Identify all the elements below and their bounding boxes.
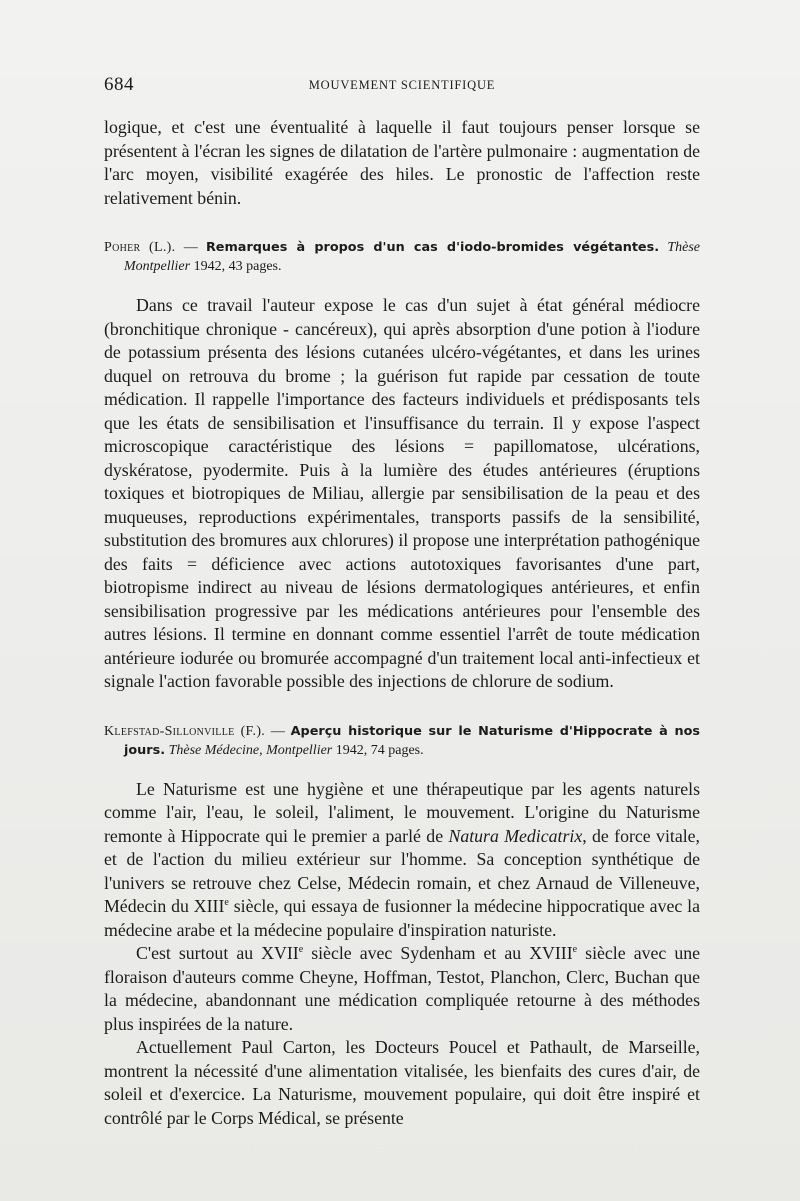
abstract-paragraph	[104, 942, 700, 1036]
text-run: siècle, qui essaya de fusionner la médecine hippocratique avec la médecine arabe et la médecine populaire d'inspiration naturiste.	[104, 896, 700, 940]
bibliographic-entry	[104, 238, 700, 276]
abstract-paragraph: Dans ce travail l'auteur expose le cas d'un sujet à état général médiocre (bronchitique chronique - cancéreux), qui après absorption d'une potion à l'iodure de potassium présenta des lésions cutanées ulcéro-végétantes, et dans les urines duquel on retrouva du brome ; la guérison fut rapide par cessation de toute médication. Il rappelle l'importance des facteurs individuels et prédisposants tels que les états de sensibilisation et l'insuffisance du terrain. Il y expose l'aspect microscopique caractéristique des lésions = papillomatose, ulcérations, dyskératose, pyodermite. Puis à la lumière des études antérieures (éruptions toxiques et biotropiques de Miliau, allergie par sensibilisation de la peau et des muqueuses, reproductions expérimentales, transports passifs de la sensibilité, substitution des bromures aux chlorures) il propose une interprétation pathogénique des faits = déficience avec actions autotoxiques favorisantes d'une part, biotropisme indirect au niveau de lésions dermatologiques antérieures, et enfin sensibilisation progressive par les médications antérieures pour l'ensemble des autres lésions. Il termine en donnant comme essentiel l'arrêt de toute médication antérieure iodurée ou bromurée accompagné d'un traitement local anti-infectieux et signale l'action favorable possible des injections de chlorure de sodium.	[104, 295, 700, 691]
entry-dash: —	[183, 240, 198, 255]
text-run: C'est surtout au XVII	[136, 943, 299, 963]
entry-author: Klefstad-Sillonville (F.).	[104, 723, 266, 739]
latin-term: Natura Medicatrix	[448, 825, 583, 846]
superscript: e	[224, 897, 229, 909]
entry-publication: Thèse Médecine, Montpellier	[168, 742, 333, 758]
entry-author: Poher (L.).	[104, 240, 176, 255]
abstract-paragraph	[104, 778, 700, 943]
entry-details: 1942, 43 pages.	[193, 259, 282, 274]
text-run: Le Naturisme est une hygiène et une thérapeutique par les agents naturels comme l'air, l'eau, le soleil, l'aliment, le mouvement. L'origine du Naturisme remonte à Hippocrate qui le premier a parlé de	[104, 778, 700, 846]
entry-title: Aperçu historique sur le Naturisme d'Hippocrate à nos jours.	[124, 723, 700, 758]
page-number: 684	[104, 74, 134, 95]
entry-dash: —	[270, 723, 285, 739]
entry-title: Remarques à propos d'un cas d'iodo-bromides végétantes.	[205, 240, 660, 255]
running-head: MOUVEMENT SCIENTIFIQUE	[308, 78, 496, 92]
bibliographic-entry	[104, 722, 700, 760]
text-run: siècle avec une floraison d'auteurs comme Cheyne, Hoffman, Testot, Planchon, Clerc, Buchan que la médecine, abandonnant une médication compliquée retourne à des méthodes plus inspirées de la nature.	[104, 943, 700, 1034]
text-run: siècle avec Sydenham et au XVIII	[303, 943, 573, 963]
page-header	[104, 74, 700, 94]
continuation-paragraph: logique, et c'est une éventualité à laquelle il faut toujours penser lorsque se présentent à l'écran les signes de dilatation de l'artère pulmonaire : augmentation de l'arc moyen, visibilité exagérée des hiles. Le pronostic de l'affection reste relativement bénin.	[104, 117, 700, 208]
abstract-paragraph: Actuellement Paul Carton, les Docteurs Poucel et Pathault, de Marseille, montrent la nécessité d'une alimentation vitalisée, les bienfaits des cures d'air, de soleil et d'exercice. La Naturisme, mouvement populaire, qui doit être inspiré et contrôlé par le Corps Médical, se présente	[104, 1037, 700, 1128]
superscript: e	[298, 944, 304, 956]
entry-publication: Thèse Montpellier	[124, 240, 701, 274]
text-run: , de force vitale, et de l'action du milieu extérieur sur l'homme. Sa conception synthétique de l'univers se retrouve chez Celse, Médecin romain, et chez Arnaud de Villeneuve, Médecin du XIII	[104, 825, 700, 916]
entry-details: 1942, 74 pages.	[335, 742, 424, 758]
superscript: e	[572, 944, 578, 956]
